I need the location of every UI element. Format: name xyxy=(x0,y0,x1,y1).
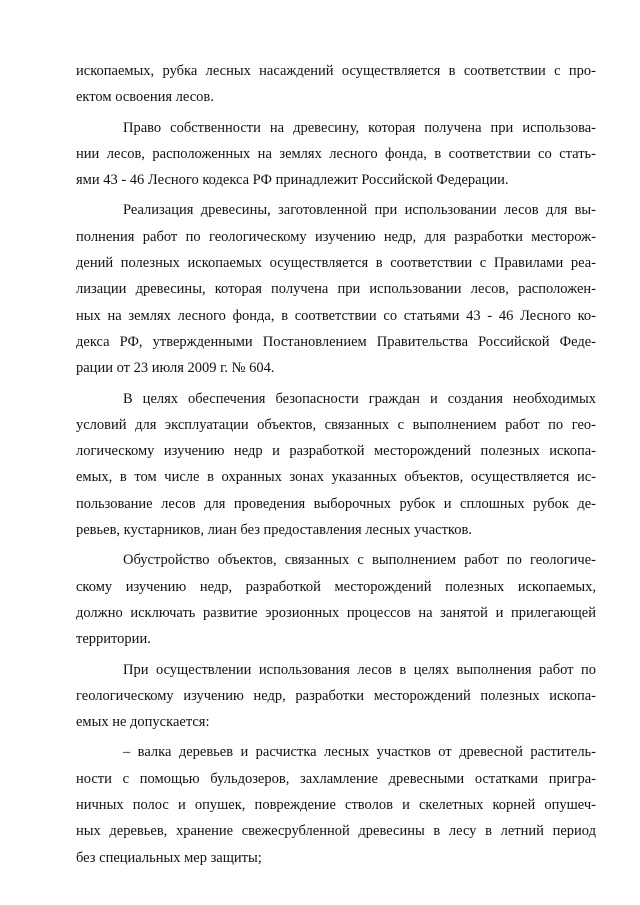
text-line: емых, в том числе в охранных зонах указанных объектов, осуществляется ис- xyxy=(76,469,596,486)
text-line: нии лесов, расположенных на землях лесного фонда, в соответствии со стать- xyxy=(76,145,596,162)
document-page xyxy=(76,58,596,871)
text-line: полнения работ по геологическому изучению недр, для разработки месторож- xyxy=(76,228,596,245)
text-line: условий для эксплуатации объектов, связанных с выполнением работ по гео- xyxy=(76,416,596,433)
text-line: Обустройство объектов, связанных с выполнением работ по геологиче- xyxy=(123,552,596,569)
text-line: декса РФ, утвержденными Постановлением Правительства Российской Феде- xyxy=(76,333,596,350)
paragraph xyxy=(76,58,596,111)
text-line: скому изучению недр, разработкой месторождений полезных ископаемых, xyxy=(76,578,596,595)
text-line: ископаемых, рубка лесных насаждений осуществляется в соответствии с про- xyxy=(76,63,596,79)
text-line: пользование лесов для проведения выборочных рубок и сплошных рубок де- xyxy=(76,495,596,512)
text-line: ектом освоения лесов. xyxy=(76,89,214,106)
paragraph xyxy=(76,115,596,194)
paragraph xyxy=(76,739,596,870)
paragraph xyxy=(76,386,596,544)
text-line: Реализация древесины, заготовленной при использовании лесов для вы- xyxy=(123,202,596,219)
text-line: территории. xyxy=(76,631,151,648)
text-line: – валка деревьев и расчистка лесных участков от древесной раститель- xyxy=(123,744,596,761)
text-line: лизации древесины, которая получена при использовании лесов, расположен- xyxy=(76,281,596,298)
text-line: ревьев, кустарников, лиан без предоставления лесных участков. xyxy=(76,522,472,539)
text-line: рации от 23 июля 2009 г. № 604. xyxy=(76,360,275,377)
text-line: емых не допускается: xyxy=(76,714,210,731)
text-line: Право собственности на древесину, которая получена при использова- xyxy=(123,119,596,136)
text-line: ности с помощью бульдозеров, захламление древесными остатками пригра- xyxy=(76,770,596,787)
text-line: ями 43 - 46 Лесного кодекса РФ принадлежит Российской Федерации. xyxy=(76,172,509,189)
text-line: ных деревьев, хранение свежесрубленной древесины в лесу в летний период xyxy=(76,823,596,840)
paragraph xyxy=(76,197,596,381)
paragraph xyxy=(76,657,596,736)
text-line: ных на землях лесного фонда, в соответствии со статьями 43 - 46 Лесного ко- xyxy=(76,307,596,324)
text-line: В целях обеспечения безопасности граждан и создания необходимых xyxy=(123,390,596,407)
text-line: без специальных мер защиты; xyxy=(76,849,262,866)
text-line: логическому изучению недр и разработкой месторождений полезных ископа- xyxy=(76,443,596,460)
text-line: геологическому изучению недр, разработки месторождений полезных ископа- xyxy=(76,687,596,704)
text-line: ничных полос и опушек, повреждение стволов и скелетных корней опушеч- xyxy=(76,797,596,814)
text-line: дений полезных ископаемых осуществляется в соответствии с Правилами реа- xyxy=(76,255,596,272)
text-line: должно исключать развитие эрозионных процессов на занятой и прилегающей xyxy=(76,604,596,621)
text-line: При осуществлении использования лесов в целях выполнения работ по xyxy=(123,661,596,678)
paragraph xyxy=(76,547,596,652)
